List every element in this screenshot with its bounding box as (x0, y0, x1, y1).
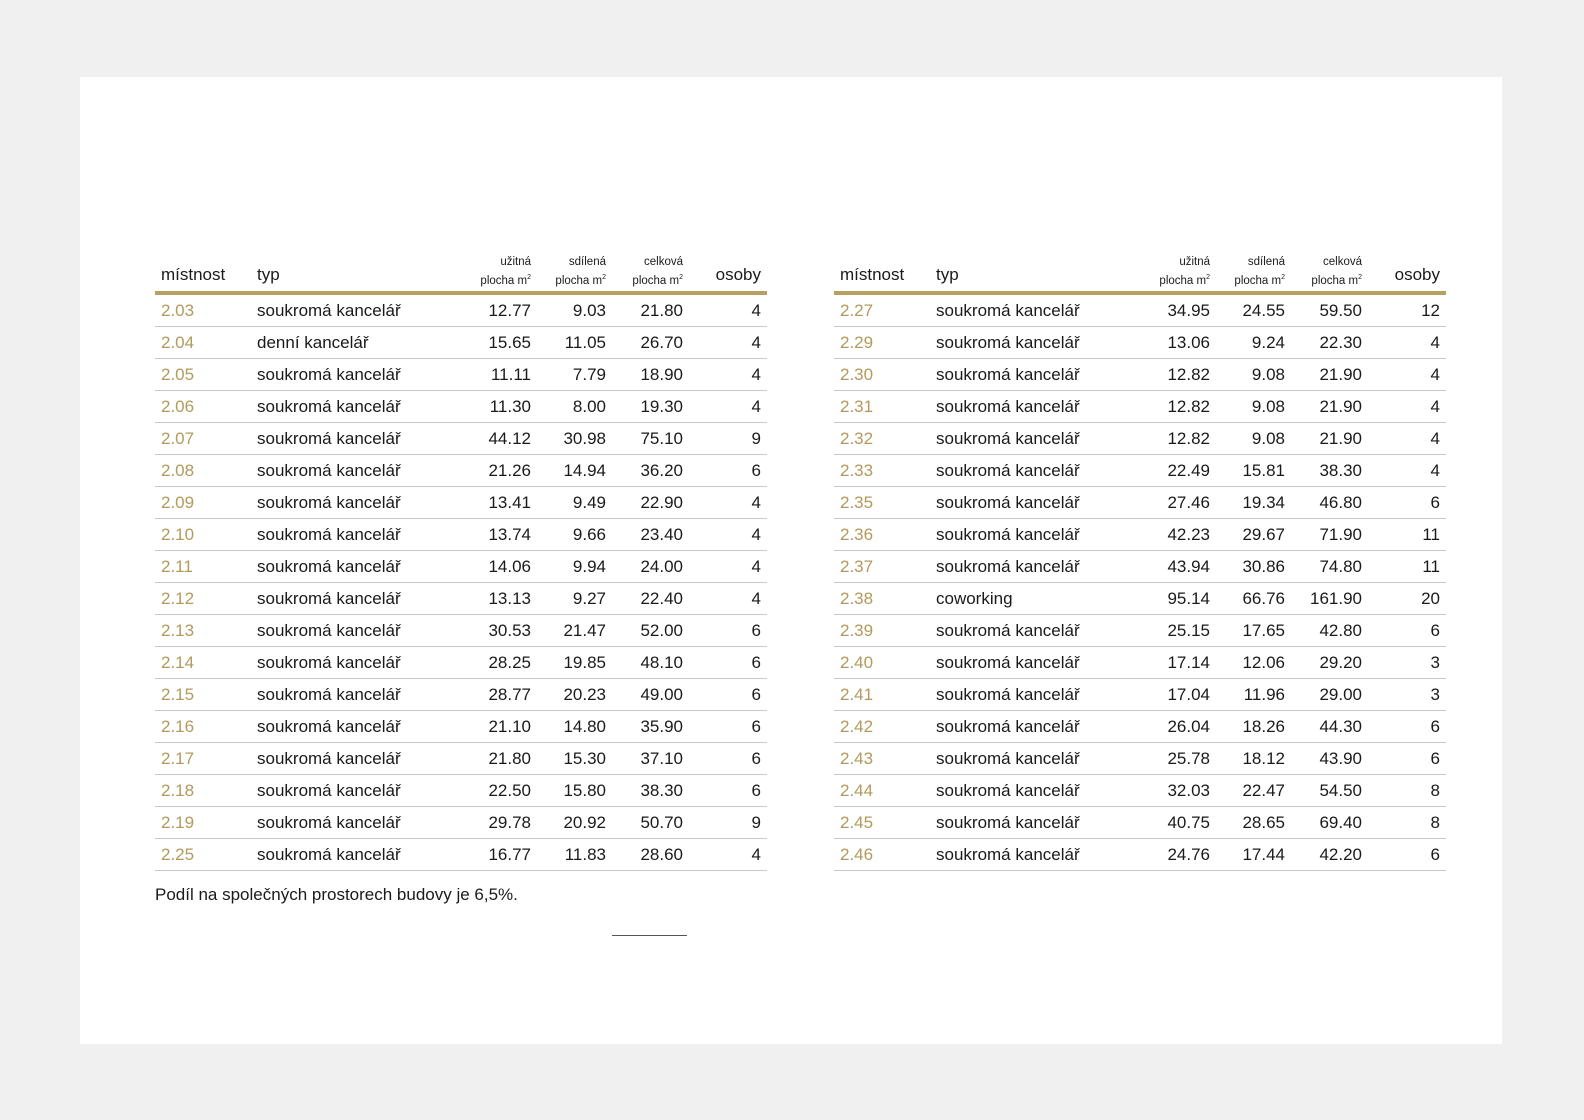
cell-total-area: 69.40 (1319, 812, 1362, 832)
cell-room: 2.42 (840, 716, 874, 736)
header-persons: osoby (1394, 265, 1440, 284)
cell-total-area: 52.00 (640, 620, 683, 640)
table-row (834, 519, 1446, 551)
table-row (155, 615, 767, 647)
cell-persons: 4 (751, 332, 761, 352)
cell-room: 2.11 (161, 556, 193, 576)
cell-persons: 9 (751, 428, 761, 448)
cell-total-area: 18.90 (640, 364, 683, 384)
cell-usable-area: 32.03 (1167, 780, 1210, 800)
cell-total-area: 21.90 (1319, 428, 1362, 448)
cell-usable-area: 28.77 (488, 684, 531, 704)
cell-persons: 6 (751, 780, 761, 800)
cell-persons: 4 (1430, 428, 1440, 448)
cell-persons: 6 (751, 684, 761, 704)
cell-shared-area: 20.92 (563, 812, 606, 832)
cell-type: soukromá kancelář (257, 492, 401, 512)
cell-usable-area: 28.25 (488, 652, 531, 672)
cell-room: 2.18 (161, 780, 195, 800)
cell-persons: 6 (751, 716, 761, 736)
cell-persons: 4 (1430, 332, 1440, 352)
header-usable-sup: 2 (1206, 274, 1210, 282)
cell-shared-area: 14.80 (563, 716, 606, 736)
cell-persons: 6 (1430, 492, 1440, 512)
cell-usable-area: 25.15 (1167, 620, 1210, 640)
cell-usable-area: 12.82 (1167, 364, 1210, 384)
cell-total-area: 38.30 (640, 780, 683, 800)
cell-room: 2.37 (840, 556, 874, 576)
table-row (834, 487, 1446, 519)
cell-total-area: 75.10 (640, 428, 683, 448)
cell-type: soukromá kancelář (936, 492, 1080, 512)
header-shared-sup: 2 (602, 274, 606, 282)
table-row (834, 295, 1446, 327)
cell-room: 2.30 (840, 364, 874, 384)
header-usable-line1: užitná (1179, 256, 1210, 269)
cell-shared-area: 9.94 (572, 556, 606, 576)
cell-shared-area: 7.79 (572, 364, 606, 384)
cell-type: soukromá kancelář (936, 300, 1080, 320)
cell-total-area: 48.10 (640, 652, 683, 672)
cell-room: 2.06 (161, 396, 195, 416)
header-shared-sup: 2 (1281, 274, 1285, 282)
table-row (834, 455, 1446, 487)
cell-persons: 4 (1430, 364, 1440, 384)
table-body (155, 295, 767, 871)
cell-total-area: 59.50 (1319, 300, 1362, 320)
cell-type: soukromá kancelář (257, 396, 401, 416)
cell-type: soukromá kancelář (257, 780, 401, 800)
cell-shared-area: 9.66 (572, 524, 606, 544)
cell-usable-area: 95.14 (1167, 588, 1210, 608)
cell-room: 2.36 (840, 524, 874, 544)
cell-usable-area: 44.12 (488, 428, 531, 448)
cell-total-area: 49.00 (640, 684, 683, 704)
cell-room: 2.40 (840, 652, 874, 672)
table-row (834, 423, 1446, 455)
header-shared-line2: plocha m (555, 275, 603, 287)
table-row (155, 423, 767, 455)
cell-total-area: 19.30 (640, 396, 683, 416)
cell-type: soukromá kancelář (936, 652, 1080, 672)
cell-type: soukromá kancelář (257, 556, 401, 576)
cell-shared-area: 15.30 (563, 748, 606, 768)
table-row (155, 327, 767, 359)
cell-usable-area: 43.94 (1167, 556, 1210, 576)
cell-usable-area: 15.65 (488, 332, 531, 352)
table-row (155, 295, 767, 327)
cell-type: soukromá kancelář (936, 620, 1080, 640)
cell-total-area: 22.90 (640, 492, 683, 512)
cell-shared-area: 19.34 (1242, 492, 1285, 512)
cell-persons: 6 (1430, 748, 1440, 768)
cell-persons: 6 (1430, 620, 1440, 640)
cell-total-area: 29.20 (1319, 652, 1362, 672)
cell-room: 2.14 (161, 652, 195, 672)
cell-persons: 4 (751, 588, 761, 608)
cell-room: 2.16 (161, 716, 195, 736)
cell-total-area: 29.00 (1319, 684, 1362, 704)
cell-total-area: 161.90 (1310, 588, 1362, 608)
cell-type: soukromá kancelář (936, 556, 1080, 576)
cell-type: soukromá kancelář (257, 588, 401, 608)
cell-persons: 4 (751, 300, 761, 320)
cell-persons: 11 (1422, 524, 1440, 544)
header-shared-line1: sdílená (568, 256, 606, 269)
cell-shared-area: 9.27 (572, 588, 606, 608)
cell-type: soukromá kancelář (257, 748, 401, 768)
cell-shared-area: 29.67 (1242, 524, 1285, 544)
cell-persons: 9 (751, 812, 761, 832)
cell-shared-area: 11.96 (1243, 684, 1285, 704)
cell-usable-area: 17.04 (1167, 684, 1210, 704)
cell-total-area: 28.60 (640, 844, 683, 864)
cell-room: 2.17 (161, 748, 195, 768)
header-usable-line1: užitná (500, 256, 531, 269)
cell-type: soukromá kancelář (936, 524, 1080, 544)
table-row (834, 359, 1446, 391)
header-shared-line1: sdílená (1247, 256, 1285, 269)
cell-usable-area: 13.06 (1167, 332, 1210, 352)
cell-usable-area: 42.23 (1167, 524, 1210, 544)
cell-total-area: 74.80 (1319, 556, 1362, 576)
cell-shared-area: 9.08 (1251, 396, 1285, 416)
cell-persons: 11 (1422, 556, 1440, 576)
cell-shared-area: 11.05 (564, 332, 606, 352)
rooms-table-left (155, 257, 767, 871)
table-row (834, 327, 1446, 359)
cell-room: 2.03 (161, 300, 195, 320)
cell-shared-area: 22.47 (1242, 780, 1285, 800)
cell-usable-area: 21.80 (488, 748, 531, 768)
cell-persons: 20 (1421, 588, 1440, 608)
cell-shared-area: 9.24 (1251, 332, 1285, 352)
table-row (834, 743, 1446, 775)
cell-usable-area: 13.13 (488, 588, 531, 608)
header-usable-line2: plocha m (480, 275, 528, 287)
cell-shared-area: 30.86 (1242, 556, 1285, 576)
cell-usable-area: 29.78 (488, 812, 531, 832)
table-row (155, 359, 767, 391)
cell-total-area: 21.90 (1319, 396, 1362, 416)
header-total-area (606, 255, 683, 289)
header-usable-sup: 2 (527, 274, 531, 282)
cell-shared-area: 30.98 (563, 428, 606, 448)
cell-room: 2.41 (840, 684, 874, 704)
cell-type: soukromá kancelář (257, 716, 401, 736)
cell-usable-area: 26.04 (1167, 716, 1210, 736)
cell-usable-area: 22.50 (488, 780, 531, 800)
header-usable-line2: plocha m (1159, 275, 1207, 287)
table-row (155, 711, 767, 743)
cell-usable-area: 11.11 (490, 364, 531, 384)
cell-total-area: 50.70 (640, 812, 683, 832)
header-shared-area (531, 255, 606, 289)
cell-type: soukromá kancelář (936, 396, 1080, 416)
cell-persons: 3 (1430, 652, 1440, 672)
cell-room: 2.33 (840, 460, 874, 480)
cell-shared-area: 9.49 (572, 492, 606, 512)
cell-type: soukromá kancelář (257, 524, 401, 544)
table-row (834, 551, 1446, 583)
table-row (834, 775, 1446, 807)
cell-room: 2.46 (840, 844, 874, 864)
cell-shared-area: 17.65 (1242, 620, 1285, 640)
cell-usable-area: 40.75 (1167, 812, 1210, 832)
cell-usable-area: 16.77 (488, 844, 531, 864)
cell-room: 2.15 (161, 684, 195, 704)
cell-type: soukromá kancelář (257, 652, 401, 672)
cell-type: soukromá kancelář (936, 844, 1080, 864)
cell-usable-area: 34.95 (1167, 300, 1210, 320)
cell-total-area: 44.30 (1319, 716, 1362, 736)
cell-usable-area: 17.14 (1167, 652, 1210, 672)
cell-total-area: 43.90 (1319, 748, 1362, 768)
cell-room: 2.43 (840, 748, 874, 768)
cell-room: 2.13 (161, 620, 195, 640)
cell-total-area: 35.90 (640, 716, 683, 736)
cell-total-area: 38.30 (1319, 460, 1362, 480)
cell-usable-area: 11.30 (489, 396, 531, 416)
cell-shared-area: 15.81 (1242, 460, 1285, 480)
cell-shared-area: 66.76 (1242, 588, 1285, 608)
cell-shared-area: 18.12 (1242, 748, 1285, 768)
cell-total-area: 71.90 (1319, 524, 1362, 544)
cell-room: 2.25 (161, 844, 195, 864)
cell-type: soukromá kancelář (257, 460, 401, 480)
cell-type: denní kancelář (257, 332, 369, 352)
table-row (155, 679, 767, 711)
cell-shared-area: 8.00 (572, 396, 606, 416)
header-shared-area (1210, 255, 1285, 289)
cell-persons: 8 (1430, 812, 1440, 832)
cell-persons: 4 (751, 492, 761, 512)
table-row (155, 839, 767, 871)
cell-usable-area: 30.53 (488, 620, 531, 640)
header-total-line1: celková (1323, 256, 1362, 269)
cell-room: 2.08 (161, 460, 195, 480)
cell-room: 2.05 (161, 364, 195, 384)
cell-total-area: 23.40 (640, 524, 683, 544)
header-persons: osoby (715, 265, 761, 284)
cell-type: coworking (936, 588, 1013, 608)
cell-persons: 4 (751, 844, 761, 864)
table-row (155, 551, 767, 583)
cell-shared-area: 15.80 (563, 780, 606, 800)
cell-room: 2.29 (840, 332, 874, 352)
cell-usable-area: 21.10 (488, 716, 531, 736)
cell-room: 2.31 (840, 396, 874, 416)
cell-room: 2.12 (161, 588, 195, 608)
cell-type: soukromá kancelář (257, 684, 401, 704)
table-row (155, 455, 767, 487)
cell-persons: 3 (1430, 684, 1440, 704)
cell-persons: 4 (1430, 396, 1440, 416)
header-room: místnost (161, 265, 226, 284)
cell-room: 2.38 (840, 588, 874, 608)
cell-persons: 4 (751, 364, 761, 384)
cell-persons: 4 (1430, 460, 1440, 480)
cell-shared-area: 20.23 (563, 684, 606, 704)
cell-persons: 12 (1421, 300, 1440, 320)
table-row (834, 583, 1446, 615)
cell-usable-area: 12.82 (1167, 396, 1210, 416)
cell-total-area: 21.90 (1319, 364, 1362, 384)
cell-total-area: 36.20 (640, 460, 683, 480)
cell-persons: 4 (751, 556, 761, 576)
table-row (155, 487, 767, 519)
cell-shared-area: 14.94 (563, 460, 606, 480)
header-usable-area (1148, 255, 1210, 289)
table-row (834, 839, 1446, 871)
cell-total-area: 24.00 (640, 556, 683, 576)
cell-persons: 6 (751, 748, 761, 768)
table-row (834, 711, 1446, 743)
table-row (834, 679, 1446, 711)
table-row (834, 807, 1446, 839)
cell-shared-area: 9.03 (572, 300, 606, 320)
cell-shared-area: 19.85 (563, 652, 606, 672)
document-page (80, 77, 1502, 1044)
cell-persons: 6 (751, 652, 761, 672)
cell-usable-area: 27.46 (1167, 492, 1210, 512)
cell-shared-area: 17.44 (1242, 844, 1285, 864)
table-row (155, 743, 767, 775)
cell-type: soukromá kancelář (257, 364, 401, 384)
cell-room: 2.27 (840, 300, 874, 320)
cell-room: 2.19 (161, 812, 195, 832)
table-row (155, 583, 767, 615)
cell-room: 2.45 (840, 812, 874, 832)
cell-underline-mark (612, 935, 687, 936)
cell-room: 2.10 (161, 524, 195, 544)
cell-shared-area: 18.26 (1242, 716, 1285, 736)
cell-usable-area: 21.26 (488, 460, 531, 480)
table-row (155, 807, 767, 839)
header-total-line1: celková (644, 256, 683, 269)
table-header (834, 257, 1446, 295)
cell-type: soukromá kancelář (936, 684, 1080, 704)
header-total-sup: 2 (1358, 274, 1362, 282)
cell-usable-area: 12.82 (1167, 428, 1210, 448)
cell-type: soukromá kancelář (936, 780, 1080, 800)
cell-shared-area: 11.83 (564, 844, 606, 864)
cell-type: soukromá kancelář (936, 716, 1080, 736)
cell-usable-area: 13.74 (488, 524, 531, 544)
table-row (834, 391, 1446, 423)
cell-type: soukromá kancelář (257, 428, 401, 448)
cell-room: 2.04 (161, 332, 195, 352)
table-row (834, 615, 1446, 647)
header-shared-line2: plocha m (1234, 275, 1282, 287)
table-row (155, 647, 767, 679)
cell-type: soukromá kancelář (257, 844, 401, 864)
cell-type: soukromá kancelář (936, 460, 1080, 480)
cell-total-area: 22.30 (1319, 332, 1362, 352)
table-header (155, 257, 767, 295)
cell-type: soukromá kancelář (936, 332, 1080, 352)
cell-usable-area: 25.78 (1167, 748, 1210, 768)
cell-persons: 6 (751, 460, 761, 480)
cell-usable-area: 24.76 (1167, 844, 1210, 864)
cell-type: soukromá kancelář (257, 620, 401, 640)
table-row (155, 391, 767, 423)
cell-persons: 4 (751, 396, 761, 416)
cell-type: soukromá kancelář (936, 428, 1080, 448)
cell-total-area: 42.80 (1319, 620, 1362, 640)
header-usable-area (469, 255, 531, 289)
cell-usable-area: 22.49 (1167, 460, 1210, 480)
cell-type: soukromá kancelář (936, 364, 1080, 384)
cell-total-area: 46.80 (1319, 492, 1362, 512)
cell-total-area: 37.10 (640, 748, 683, 768)
cell-shared-area: 21.47 (563, 620, 606, 640)
header-total-line2: plocha m (632, 275, 680, 287)
footnote: Podíl na společných prostorech budovy je 6,5%. (155, 885, 518, 904)
cell-total-area: 54.50 (1319, 780, 1362, 800)
cell-shared-area: 24.55 (1242, 300, 1285, 320)
rooms-table-right (834, 257, 1446, 871)
cell-type: soukromá kancelář (936, 748, 1080, 768)
header-type: typ (936, 265, 959, 284)
cell-type: soukromá kancelář (257, 812, 401, 832)
cell-persons: 6 (751, 620, 761, 640)
cell-shared-area: 9.08 (1251, 428, 1285, 448)
table-body (834, 295, 1446, 871)
cell-usable-area: 13.41 (488, 492, 531, 512)
cell-total-area: 42.20 (1319, 844, 1362, 864)
cell-room: 2.32 (840, 428, 874, 448)
cell-usable-area: 12.77 (488, 300, 531, 320)
header-type: typ (257, 265, 280, 284)
cell-shared-area: 12.06 (1242, 652, 1285, 672)
cell-usable-area: 14.06 (488, 556, 531, 576)
cell-persons: 6 (1430, 716, 1440, 736)
cell-total-area: 22.40 (640, 588, 683, 608)
cell-persons: 6 (1430, 844, 1440, 864)
header-room: místnost (840, 265, 905, 284)
header-total-area (1285, 255, 1362, 289)
header-total-sup: 2 (679, 274, 683, 282)
cell-total-area: 21.80 (640, 300, 683, 320)
cell-room: 2.44 (840, 780, 874, 800)
header-total-line2: plocha m (1311, 275, 1359, 287)
cell-room: 2.09 (161, 492, 195, 512)
table-row (155, 775, 767, 807)
cell-shared-area: 28.65 (1242, 812, 1285, 832)
cell-type: soukromá kancelář (936, 812, 1080, 832)
table-row (155, 519, 767, 551)
table-row (834, 647, 1446, 679)
cell-room: 2.07 (161, 428, 195, 448)
cell-type: soukromá kancelář (257, 300, 401, 320)
cell-room: 2.35 (840, 492, 874, 512)
cell-total-area: 26.70 (640, 332, 683, 352)
cell-shared-area: 9.08 (1251, 364, 1285, 384)
cell-persons: 8 (1430, 780, 1440, 800)
cell-room: 2.39 (840, 620, 874, 640)
cell-persons: 4 (751, 524, 761, 544)
